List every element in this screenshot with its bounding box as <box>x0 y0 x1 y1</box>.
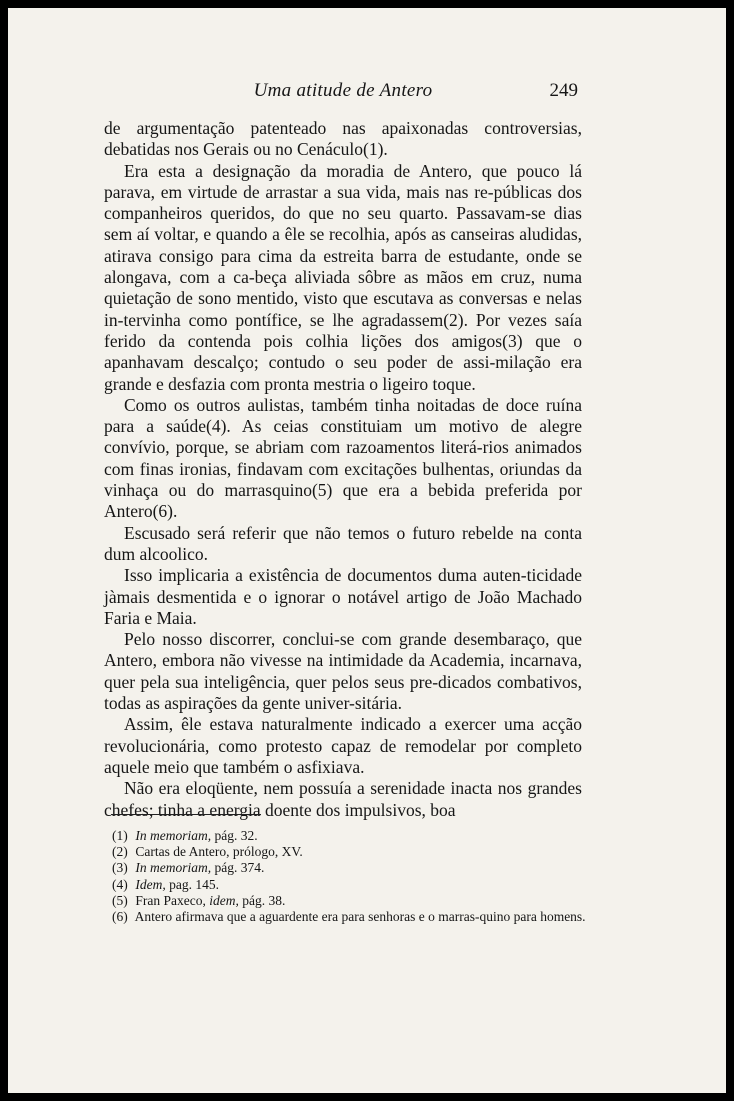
paragraph: Assim, êle estava naturalmente indicado a exercer uma acção revolucionária, como protesto capaz de remodelar por completo aquele meio que também o asfixiava. <box>104 714 582 777</box>
footnote-text: Cartas de Antero, prólogo, XV. <box>135 844 303 860</box>
footnote-text: pág. 374. <box>211 860 265 876</box>
footnote <box>112 828 592 844</box>
paragraph: de argumentação patenteado nas apaixonadas controversias, debatidas nos Gerais ou no Cenáculo(1). <box>104 118 582 160</box>
footnote-text: pag. 145. <box>165 876 219 892</box>
footnotes <box>112 828 592 925</box>
footnote-number: (2) <box>112 844 128 860</box>
footnote-number: (6) <box>112 909 128 925</box>
footnote-text: Antero afirmava que a aguardente era para senhoras e o marras-quino para homens. <box>134 909 586 925</box>
footnote-divider <box>111 814 261 815</box>
paragraph: Pelo nosso discorrer, conclui-se com grande desembaraço, que Antero, embora não vivesse na intimidade da Academia, incarnava, quer pela sua inteligência, quer pelos seus pre-dicados combativos, todas as aspirações da gente univer-sitária. <box>104 629 582 714</box>
paragraph: Era esta a designação da moradia de Antero, que pouco lá parava, em virtude de arrastar a sua vida, mais nas re-públicas dos companheiros queridos, do que no seu quarto. Passavam-se dias sem aí voltar, e quando a êle se recolhia, após as canseiras aludidas, atirava consigo para cima da estreita barra de estudante, onde se alongava, com a ca-beça aliviada sôbre as mãos em cruz, numa quietação de sono mentido, visto que escutava as conversas e nelas in-tervinha como pontífice, se lhe agradassem(2). Por vezes saía ferido da contenda pois colhia lições dos amigos(3) que o apanhavam descalço; contudo o seu poder de assi-milação era grande e desfazia com pronta mestria o ligeiro toque. <box>104 160 582 394</box>
footnote <box>112 877 592 893</box>
page-header <box>104 80 582 104</box>
footnote-source: idem, <box>209 892 239 908</box>
paragraph: Como os outros aulistas, também tinha noitadas de doce ruína para a saúde(4). As ceias constituiam um motivo de alegre convívio, porque, se abriam com razoamentos literá-rios animados com finas ironias, findavam com excitações bulhentas, oriundas da vinhaça ou do marrasquino(5) que era a bebida preferida por Antero(6). <box>104 394 582 522</box>
footnote <box>112 860 592 876</box>
footnote <box>112 844 592 860</box>
footnote-text: pág. 32. <box>211 828 258 843</box>
body-text <box>104 118 582 821</box>
footnote <box>112 909 592 925</box>
footnote-source: In memoriam, <box>135 828 212 843</box>
book-page <box>8 8 726 1093</box>
footnote-number: (3) <box>112 860 128 876</box>
footnote-text: pág. 38. <box>238 892 286 908</box>
paragraph: Não era eloqüente, nem possuía a serenidade inacta nos grandes chefes; tinha a energia doente dos impulsivos, boa <box>104 778 582 820</box>
running-title: Uma atitude de Antero <box>253 80 433 101</box>
paragraph: Escusado será referir que não temos o futuro rebelde na conta dum alcoolico. <box>104 522 582 564</box>
footnote-number: (5) <box>112 892 128 908</box>
footnote-number: (4) <box>112 876 128 892</box>
footnote-number: (1) <box>112 828 128 843</box>
page-number: 249 <box>549 80 578 101</box>
footnote <box>112 893 592 909</box>
paragraph: Isso implicaria a existência de documentos duma auten-ticidade jàmais desmentida e o ignorar o notável artigo de João Machado Faria e Maia. <box>104 565 582 628</box>
footnote-source: Idem, <box>135 876 166 892</box>
footnote-source: In memoriam, <box>135 860 212 876</box>
footnote-text: Fran Paxeco, <box>135 892 210 908</box>
